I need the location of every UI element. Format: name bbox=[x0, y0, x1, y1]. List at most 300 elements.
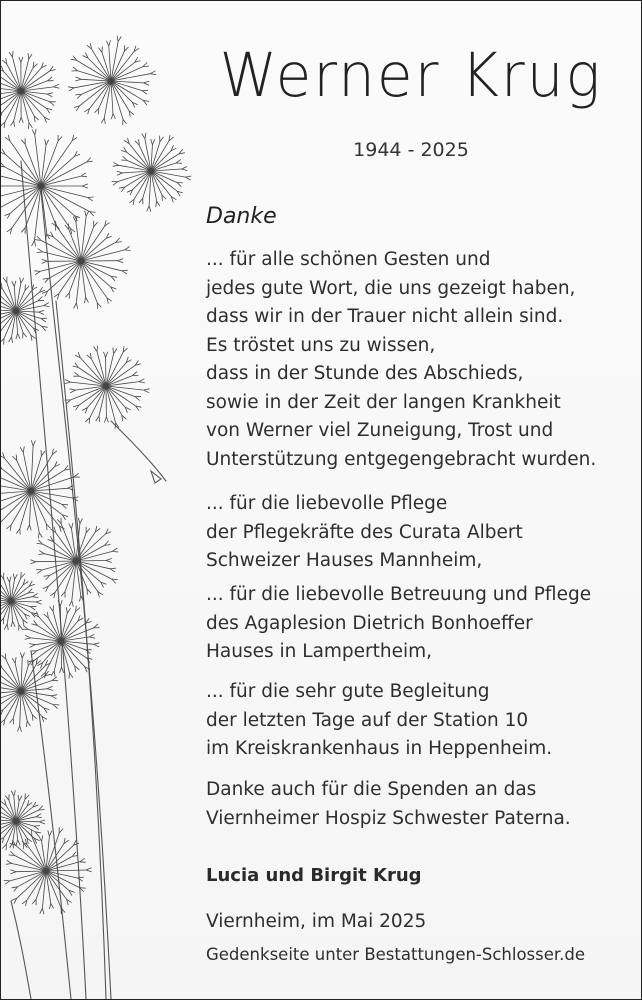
text-line: dass in der Stunde des Abschieds, bbox=[206, 363, 524, 384]
dandelion-seed-tuft bbox=[37, 570, 42, 574]
dandelion-seed-line bbox=[151, 171, 186, 177]
dandelion-seed-tuft bbox=[118, 37, 121, 42]
dandelion-seed-tuft bbox=[125, 247, 130, 250]
dandelion-seed-tuft bbox=[14, 790, 16, 796]
dandelion-seed-tuft bbox=[16, 529, 20, 534]
dandelion-seed-tuft bbox=[69, 673, 70, 679]
dandelion-seed-tuft bbox=[35, 271, 40, 274]
dandelion-seed-line bbox=[46, 871, 61, 908]
donation-thanks bbox=[206, 776, 626, 833]
dandelion-seed-tuft bbox=[32, 597, 38, 598]
dandelion-seed-tuft bbox=[80, 518, 83, 523]
dandelion-seed-line bbox=[111, 42, 118, 81]
dandelion-seed-tuft bbox=[58, 137, 62, 142]
dandelion-seed-line bbox=[16, 283, 21, 311]
dandelion-seed-tuft bbox=[94, 644, 100, 647]
dandelion-seed-tuft bbox=[1, 574, 4, 579]
dandelion-seed-tuft bbox=[47, 93, 53, 94]
dandelion-seed-tuft bbox=[113, 113, 115, 119]
dandelion-seed-tuft bbox=[139, 139, 140, 145]
dandelion-seed-tuft bbox=[11, 621, 13, 627]
dandelion-seed-line bbox=[46, 870, 86, 871]
dandelion-seed-line bbox=[74, 81, 111, 88]
dandelion-seed-tuft bbox=[14, 281, 16, 287]
dandelion-seed-tuft bbox=[50, 102, 55, 106]
dandelion-seed-tuft bbox=[156, 201, 157, 207]
dandelion-seed-tuft bbox=[143, 81, 149, 83]
dandelion-seed-tuft bbox=[52, 677, 57, 681]
dandelion-seed-tuft bbox=[51, 696, 56, 699]
dandelion-seed-tuft bbox=[23, 332, 27, 337]
dandelion-seed-tuft bbox=[5, 796, 9, 801]
dandelion-seed-tuft bbox=[49, 831, 52, 837]
dandelion-seed-tuft bbox=[33, 441, 35, 447]
dandelion-seed-line bbox=[119, 165, 151, 171]
dandelion-center bbox=[109, 79, 114, 84]
dandelion-seed-tuft bbox=[69, 88, 74, 91]
dandelion-seed-tuft bbox=[113, 165, 119, 166]
dandelion-seed-tuft bbox=[62, 667, 64, 673]
dandelion-seed-line bbox=[111, 74, 150, 81]
dandelion-seed-tuft bbox=[80, 596, 81, 602]
text-line: der Pflegekräfte des Curata Albert bbox=[206, 521, 523, 543]
dandelion-seed-tuft bbox=[10, 870, 16, 872]
thanks-heading: Danke bbox=[206, 204, 277, 229]
dandelion-seed-tuft bbox=[30, 562, 36, 564]
dandelion-seed-tuft bbox=[104, 118, 105, 124]
dandelion-seed-line bbox=[1, 186, 41, 208]
dandelion-center bbox=[29, 489, 34, 494]
dandelion-seed-line bbox=[104, 81, 111, 118]
dandelion-seed-line bbox=[60, 606, 61, 641]
dandelion-seed-tuft bbox=[9, 52, 12, 57]
dandelion-illustration-icon bbox=[1, 1, 231, 999]
dandelion-seed-tuft bbox=[72, 523, 73, 529]
text-line: jedes gute Wort, die uns gezeigt haben, bbox=[206, 277, 576, 299]
dandelion-seed-tuft bbox=[44, 306, 50, 307]
dandelion-seed-tuft bbox=[12, 337, 13, 343]
dandelion-seed-tuft bbox=[27, 721, 30, 726]
dandelion-seed-tuft bbox=[38, 249, 43, 252]
dandelion-seed-tuft bbox=[39, 532, 42, 537]
dandelion-seed-tuft bbox=[47, 94, 52, 97]
thanks-paragraph-1 bbox=[206, 246, 626, 474]
dandelion-seed-tuft bbox=[48, 77, 53, 81]
dandelion-seed-tuft bbox=[41, 319, 46, 323]
dandelion-seed-tuft bbox=[29, 54, 32, 59]
dandelion-seed-tuft bbox=[29, 123, 32, 128]
dandelion-seed-tuft bbox=[20, 277, 21, 283]
dandelion-seed-tuft bbox=[133, 372, 138, 376]
dandelion-seed-tuft bbox=[117, 36, 118, 42]
dandelion-seed-tuft bbox=[70, 390, 75, 393]
dandelion-seed-tuft bbox=[60, 600, 62, 606]
text-line: Es tröstet uns zu wissen, bbox=[206, 334, 436, 356]
dandelion-seed-line bbox=[12, 864, 46, 872]
dandelion-seed-tuft bbox=[112, 551, 118, 552]
dandelion-seed-tuft bbox=[25, 635, 30, 638]
dandelion-center bbox=[149, 169, 154, 174]
text-line: sowie in der Zeit der langen Krankheit bbox=[206, 391, 561, 413]
dandelion-center bbox=[14, 819, 19, 824]
dandelion-seed-tuft bbox=[110, 569, 115, 572]
dandelion-seed-line bbox=[151, 171, 157, 201]
dandelion-seed-tuft bbox=[47, 686, 52, 689]
dandelion-seed-tuft bbox=[114, 349, 117, 354]
dandelion-seed-tuft bbox=[51, 903, 54, 908]
dandelion-seed-tuft bbox=[34, 826, 39, 830]
dandelion-seed-tuft bbox=[20, 447, 23, 452]
dandelion-seed-line bbox=[32, 836, 46, 871]
dandelion-seed-line bbox=[61, 641, 62, 667]
dandelion-seed-tuft bbox=[54, 671, 55, 677]
dandelion-center bbox=[19, 689, 24, 694]
dandelion-seed-tuft bbox=[5, 881, 10, 884]
dandelion-seed-tuft bbox=[46, 140, 49, 145]
dandelion-seed-tuft bbox=[143, 83, 149, 85]
dandelion-seed-tuft bbox=[18, 333, 20, 339]
text-line: der letzten Tage auf der Station 10 bbox=[206, 709, 529, 731]
dandelion-seed-tuft bbox=[106, 352, 108, 358]
dandelion-seed-tuft bbox=[12, 658, 15, 663]
text-line: Danke auch für die Spenden an das bbox=[206, 779, 537, 800]
text-line: dass wir in der Trauer nicht allein sind. bbox=[206, 306, 564, 327]
deceased-name: Werner Krug bbox=[219, 39, 603, 111]
dandelion-seed-line bbox=[31, 491, 73, 498]
text-line: Schweizer Hauses Mannheim, bbox=[206, 550, 483, 571]
dandelion-seed-tuft bbox=[122, 270, 128, 271]
dandelion-seed-line bbox=[31, 491, 39, 532]
dandelion-seed-tuft bbox=[160, 137, 164, 142]
dandelion-seed-tuft bbox=[23, 446, 24, 452]
dandelion-seed-tuft bbox=[67, 608, 70, 613]
dandelion-seed-tuft bbox=[94, 624, 98, 628]
dandelion-seed-tuft bbox=[30, 645, 35, 648]
dandelion-seed-tuft bbox=[74, 303, 77, 308]
dandelion-seed-tuft bbox=[21, 57, 23, 63]
dandelion-seed-tuft bbox=[36, 814, 41, 817]
dandelion-seed-tuft bbox=[60, 667, 62, 673]
dandelion-seed-tuft bbox=[97, 346, 98, 352]
dandelion-seed-line bbox=[76, 561, 106, 562]
dandelion-seed-tuft bbox=[94, 643, 100, 645]
dandelion-seed-tuft bbox=[15, 574, 18, 579]
dandelion-seed-tuft bbox=[39, 310, 45, 312]
dandelion-seed-tuft bbox=[16, 455, 17, 461]
dandelion-seed-tuft bbox=[73, 67, 78, 71]
dandelion-seed-tuft bbox=[145, 133, 146, 139]
dandelion-seed-tuft bbox=[18, 840, 21, 845]
dandelion-seed-tuft bbox=[11, 791, 14, 796]
dandelion-seed-tuft bbox=[109, 40, 111, 46]
dandelion-center bbox=[74, 559, 79, 564]
dandelion-seed-tuft bbox=[186, 177, 191, 180]
dandelion-seed-tuft bbox=[75, 79, 81, 81]
dandelion-seed-tuft bbox=[113, 182, 118, 186]
dandelion-seed-tuft bbox=[82, 186, 88, 188]
dandelion-seed-line bbox=[1, 691, 21, 707]
dandelion-seed-line bbox=[21, 691, 27, 721]
dandelion-seed-tuft bbox=[41, 451, 45, 456]
dandelion-seed-tuft bbox=[111, 113, 113, 119]
dandelion-seed-tuft bbox=[144, 389, 150, 390]
dandelion-seed-tuft bbox=[104, 352, 106, 358]
dandelion-seed-tuft bbox=[53, 705, 57, 709]
dandelion-seed-tuft bbox=[36, 600, 42, 602]
dandelion-seed-tuft bbox=[54, 87, 60, 88]
dandelion-seed-tuft bbox=[39, 312, 45, 314]
dandelion-seed-tuft bbox=[25, 638, 31, 640]
dandelion-seed-tuft bbox=[115, 423, 116, 429]
dandelion-seed-tuft bbox=[15, 657, 16, 663]
dandelion-seed-tuft bbox=[10, 872, 16, 874]
dandelion-seed-tuft bbox=[21, 228, 25, 233]
dandelion-seed-tuft bbox=[144, 390, 149, 393]
dandelion-seed-tuft bbox=[97, 303, 101, 308]
text-line: ... für alle schönen Gesten und bbox=[206, 249, 491, 270]
dandelion-seed-tuft bbox=[3, 278, 7, 283]
dandelion-seed-tuft bbox=[182, 169, 188, 171]
dandelion-seed-tuft bbox=[34, 241, 35, 247]
text-line: im Kreiskrankenhaus in Heppenheim. bbox=[206, 738, 553, 759]
dandelion-seed-tuft bbox=[2, 844, 6, 848]
dandelion-seed-tuft bbox=[65, 293, 69, 298]
dandelion-seed-tuft bbox=[117, 171, 123, 173]
dandelion-seed-tuft bbox=[7, 577, 10, 582]
dandelion-seed-tuft bbox=[22, 653, 24, 659]
dandelion-seed-tuft bbox=[42, 259, 48, 261]
dandelion-seed-line bbox=[23, 452, 31, 491]
dandelion-seed-tuft bbox=[20, 653, 22, 659]
dandelion-seed-tuft bbox=[88, 198, 93, 201]
dandelion-seed-tuft bbox=[80, 858, 85, 862]
dandelion-seed-tuft bbox=[150, 74, 156, 75]
dandelion-seed-tuft bbox=[94, 222, 98, 227]
dandelion-seed-tuft bbox=[38, 532, 39, 538]
dandelion-seed-tuft bbox=[89, 634, 94, 637]
dandelion-seed-tuft bbox=[47, 524, 48, 530]
dandelion-seed-tuft bbox=[81, 176, 87, 177]
dandelion-seed-tuft bbox=[94, 347, 97, 352]
dandelion-seed-tuft bbox=[106, 561, 112, 563]
dandelion-seed-tuft bbox=[104, 417, 106, 423]
dandelion-seed-tuft bbox=[28, 53, 29, 59]
dandelion-seed-tuft bbox=[32, 651, 37, 655]
dandelion-seed-tuft bbox=[54, 84, 59, 87]
dandelion-seed-tuft bbox=[4, 880, 10, 881]
dandelion-seed-tuft bbox=[35, 129, 36, 135]
dandelion-seed-tuft bbox=[85, 211, 87, 217]
dandelion-seed-tuft bbox=[19, 57, 21, 63]
dandelion-seed-tuft bbox=[67, 607, 68, 613]
dandelion-seed-tuft bbox=[42, 908, 44, 914]
dandelion-seed-tuft bbox=[122, 271, 127, 274]
dandelion-seed-tuft bbox=[17, 726, 19, 732]
dandelion-seed-line bbox=[36, 561, 76, 562]
dandelion-seed-tuft bbox=[28, 123, 29, 129]
dandelion-seed-tuft bbox=[106, 417, 108, 423]
dandelion-seed-tuft bbox=[86, 297, 89, 302]
dandelion-seed-tuft bbox=[65, 382, 71, 384]
dandelion-seed-tuft bbox=[101, 118, 104, 123]
dandelion-seed-line bbox=[16, 871, 46, 872]
dandelion-seed-tuft bbox=[16, 840, 18, 846]
dandelion-seed-tuft bbox=[40, 908, 43, 913]
dandelion-seed-tuft bbox=[31, 440, 33, 446]
dandelion-seed-tuft bbox=[86, 528, 90, 533]
dandelion-seed-tuft bbox=[78, 518, 80, 524]
text-line: von Werner viel Zuneigung, Trost und bbox=[206, 420, 554, 441]
text-line: ... für die liebevolle Betreuung und Pflege bbox=[206, 584, 592, 605]
dandelion-seed-tuft bbox=[75, 372, 80, 376]
dandelion-seed-tuft bbox=[12, 281, 15, 287]
dandelion-seed-tuft bbox=[30, 560, 36, 562]
dandelion-seed-tuft bbox=[38, 300, 44, 301]
dandelion-seed-tuft bbox=[114, 162, 119, 165]
thanks-paragraph-2 bbox=[206, 490, 626, 576]
dandelion-seed-tuft bbox=[112, 548, 117, 551]
dandelion-seed-tuft bbox=[7, 624, 8, 630]
dandelion-seed-tuft bbox=[51, 695, 57, 696]
dandelion-center bbox=[44, 869, 49, 874]
dandelion-seed-tuft bbox=[143, 66, 149, 67]
dandelion-seed-tuft bbox=[6, 864, 12, 865]
dandelion-seed-tuft bbox=[162, 195, 163, 201]
dandelion-seed-tuft bbox=[19, 796, 22, 801]
dandelion-seed-tuft bbox=[32, 241, 35, 246]
dandelion-seed-tuft bbox=[106, 41, 108, 47]
dandelion-center bbox=[104, 384, 109, 389]
dandelion-seed-tuft bbox=[186, 176, 192, 177]
dandelion-seed-tuft bbox=[72, 601, 74, 607]
dandelion-seed-tuft bbox=[18, 795, 19, 801]
dandelion-seed-tuft bbox=[70, 673, 74, 678]
dandelion-seed-tuft bbox=[152, 139, 154, 145]
dandelion-seed-tuft bbox=[86, 870, 92, 872]
dandelion-seed-tuft bbox=[98, 48, 102, 53]
thanks-paragraph-3 bbox=[206, 581, 626, 667]
dandelion-seed-tuft bbox=[32, 899, 36, 904]
dandelion-seed-tuft bbox=[59, 829, 63, 834]
dandelion-seed-tuft bbox=[13, 574, 14, 580]
dandelion-seed-tuft bbox=[10, 577, 12, 583]
dandelion-seed-tuft bbox=[34, 271, 40, 272]
dandelion-seed-tuft bbox=[147, 206, 149, 212]
dandelion-seed-tuft bbox=[78, 878, 83, 881]
dandelion-seed-line bbox=[16, 306, 44, 311]
dandelion-seed-tuft bbox=[19, 625, 23, 630]
memorial-page-link: Gedenkseite unter Bestattungen-Schlosser.de bbox=[206, 945, 586, 964]
dandelion-seed-tuft bbox=[39, 822, 45, 824]
dandelion-seed-tuft bbox=[31, 607, 36, 611]
dandelion-seed-tuft bbox=[29, 644, 35, 645]
dandelion-seed-tuft bbox=[139, 198, 143, 203]
dandelion-seed-tuft bbox=[21, 278, 24, 283]
dandelion-seed-tuft bbox=[88, 197, 94, 198]
text-line: des Agaplesion Dietrich Bonhoeffer bbox=[206, 612, 533, 634]
dandelion-seed-tuft bbox=[157, 201, 160, 206]
dandelion-seed-tuft bbox=[25, 795, 29, 799]
dandelion-seed-tuft bbox=[50, 607, 54, 612]
dandelion-seed-tuft bbox=[86, 211, 89, 216]
dandelion-seed-tuft bbox=[76, 303, 77, 309]
dandelion-seed-tuft bbox=[23, 625, 28, 629]
dandelion-seed-tuft bbox=[44, 303, 49, 306]
dandelion-seed-tuft bbox=[4, 624, 7, 629]
dandelion-seed-tuft bbox=[135, 397, 140, 401]
dandelion-seed-tuft bbox=[61, 592, 65, 597]
dandelion-seed-tuft bbox=[38, 554, 44, 555]
dandelion-seed-tuft bbox=[76, 77, 82, 79]
dandelion-seed-tuft bbox=[150, 71, 155, 74]
signature: Lucia und Birgit Krug bbox=[206, 865, 422, 886]
text-line: ... für die liebevolle Pflege bbox=[206, 493, 448, 514]
text-line: ... für die sehr gute Begleitung bbox=[206, 681, 490, 702]
dandelion-seed-line bbox=[145, 139, 151, 171]
dandelion-seed-tuft bbox=[32, 594, 37, 597]
dandelion-seed-tuft bbox=[106, 558, 112, 560]
dandelion-center bbox=[79, 259, 84, 264]
dandelion-seed-tuft bbox=[57, 519, 61, 523]
dandelion-center bbox=[39, 184, 44, 189]
dandelion-seed-tuft bbox=[68, 87, 74, 88]
dandelion-seed-tuft bbox=[10, 718, 14, 723]
dandelion-seed-tuft bbox=[47, 689, 53, 691]
dandelion-seed-tuft bbox=[19, 117, 21, 123]
dandelion-seed-tuft bbox=[42, 261, 48, 263]
dandelion-seed-tuft bbox=[96, 416, 99, 421]
dandelion-seed-tuft bbox=[48, 830, 50, 836]
dandelion-seed-tuft bbox=[36, 602, 42, 604]
dandelion-seed-tuft bbox=[7, 860, 12, 863]
thanks-paragraph-4 bbox=[206, 678, 626, 764]
dandelion-seed-tuft bbox=[53, 605, 54, 611]
dandelion-seed-tuft bbox=[13, 51, 14, 57]
dandelion-seed-tuft bbox=[13, 843, 14, 849]
dandelion-seed-tuft bbox=[11, 121, 14, 126]
dandelion-seed-tuft bbox=[20, 726, 22, 732]
dandelion-seed-tuft bbox=[27, 525, 29, 531]
dandelion-seed-tuft bbox=[142, 134, 145, 139]
dandelion-seed-line bbox=[1, 186, 41, 199]
dandelion-seed-tuft bbox=[86, 868, 92, 870]
dandelion-seed-tuft bbox=[82, 184, 88, 186]
dandelion-seed-tuft bbox=[110, 568, 116, 569]
dandelion-seed-tuft bbox=[9, 337, 12, 342]
dandelion-seed-tuft bbox=[13, 621, 16, 627]
dandelion-seed-tuft bbox=[37, 252, 43, 253]
dandelion-seed-tuft bbox=[87, 589, 91, 593]
dandelion-seed-tuft bbox=[89, 637, 95, 638]
dandelion-seed-tuft bbox=[125, 250, 131, 251]
dandelion-center bbox=[59, 639, 64, 644]
dandelion-seed-tuft bbox=[51, 671, 54, 676]
dandelion-seed-tuft bbox=[1, 464, 2, 469]
dandelion-seed-tuft bbox=[81, 173, 86, 176]
dandelion-seed-tuft bbox=[34, 826, 40, 827]
dandelion-seed-tuft bbox=[45, 139, 46, 145]
place-date: Viernheim, im Mai 2025 bbox=[206, 911, 427, 932]
dandelion-seed-tuft bbox=[84, 297, 85, 303]
dandelion-seed-tuft bbox=[39, 551, 44, 554]
dandelion-seed-tuft bbox=[66, 400, 71, 404]
dandelion-seed-tuft bbox=[149, 206, 151, 212]
dandelion-center bbox=[19, 89, 24, 94]
dandelion-seed-tuft bbox=[36, 817, 42, 818]
dandelion-seed-tuft bbox=[16, 333, 18, 339]
dandelion-seed-tuft bbox=[21, 117, 23, 123]
dandelion-seed-tuft bbox=[32, 130, 35, 135]
